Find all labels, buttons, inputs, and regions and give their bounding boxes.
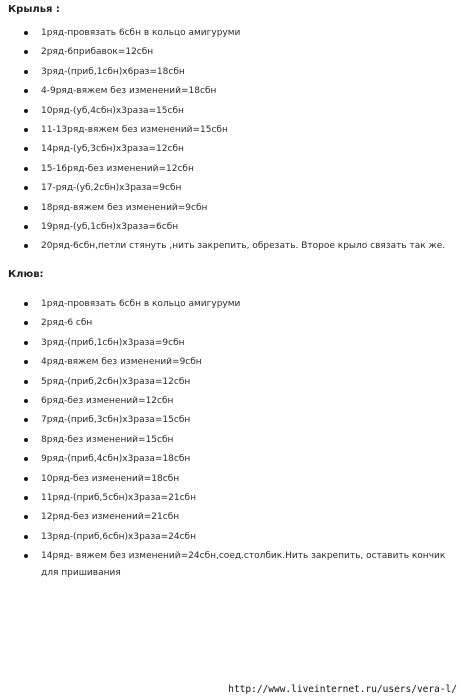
beak-row bbox=[0, 434, 463, 453]
beak-row bbox=[0, 453, 463, 472]
wings-row bbox=[0, 124, 463, 143]
bullet-icon bbox=[24, 515, 28, 519]
wings-row bbox=[0, 85, 463, 104]
beak-row bbox=[0, 414, 463, 433]
wings-row-text: 3ряд-(приб,1сбн)х6раз=18сбн bbox=[41, 66, 185, 77]
source-url-watermark: http://www.liveinternet.ru/users/vera-l/ bbox=[228, 684, 457, 695]
bullet-icon bbox=[24, 225, 28, 229]
beak-row bbox=[0, 492, 463, 511]
bullet-icon bbox=[24, 147, 28, 151]
wings-row bbox=[0, 163, 463, 182]
wings-heading: Крылья : bbox=[8, 4, 60, 15]
beak-row-text: 1ряд-провязать 6сбн в кольцо амигуруми bbox=[41, 299, 241, 309]
beak-row bbox=[0, 548, 463, 588]
wings-row bbox=[0, 240, 463, 259]
bullet-icon bbox=[24, 457, 28, 461]
wings-row-text: 17-ряд-(уб,2сбн)х3раза=9сбн bbox=[41, 183, 182, 194]
bullet-icon bbox=[24, 70, 28, 74]
wings-row bbox=[0, 105, 463, 124]
bullet-icon bbox=[24, 321, 28, 325]
beak-row-text: 13ряд-(приб,6сбн)х3раза=24сбн bbox=[41, 531, 196, 542]
wings-row bbox=[0, 202, 463, 221]
wings-row-text: 19ряд-(уб,1сбн)х3раза=6сбн bbox=[41, 221, 179, 232]
bullet-icon bbox=[24, 186, 28, 190]
beak-row bbox=[0, 298, 463, 317]
wings-row bbox=[0, 221, 463, 240]
bullet-icon bbox=[24, 302, 28, 306]
bullet-icon bbox=[24, 50, 28, 54]
bullet-icon bbox=[24, 128, 28, 132]
bullet-icon bbox=[24, 89, 28, 93]
bullet-icon bbox=[24, 31, 28, 35]
bullet-icon bbox=[24, 360, 28, 364]
beak-row bbox=[0, 317, 463, 336]
bullet-icon bbox=[24, 496, 28, 500]
bullet-icon bbox=[24, 167, 28, 171]
beak-row bbox=[0, 376, 463, 395]
bullet-icon bbox=[24, 109, 28, 113]
beak-row-text: 12ряд-без изменений=21сбн bbox=[41, 512, 180, 523]
beak-row-text: 14ряд- вяжем без изменений=24сбн,соед.столбик.Нить закрепить, оставить кончик для пришивания bbox=[41, 551, 446, 579]
beak-row bbox=[0, 511, 463, 530]
bullet-icon bbox=[24, 438, 28, 442]
beak-row bbox=[0, 395, 463, 414]
beak-row-text: 5ряд-(приб,2сбн)х3раза=12сбн bbox=[41, 376, 191, 387]
wings-row bbox=[0, 143, 463, 162]
bullet-icon bbox=[24, 399, 28, 403]
beak-row-text: 7ряд-(приб,3сбн)х3раза=15сбн bbox=[41, 415, 191, 426]
beak-row bbox=[0, 337, 463, 356]
bullet-icon bbox=[24, 418, 28, 422]
bullet-icon bbox=[24, 206, 28, 210]
bullet-icon bbox=[24, 535, 28, 539]
beak-row-text: 11ряд-(приб,5сбн)х3раза=21сбн bbox=[41, 492, 196, 503]
beak-row bbox=[0, 356, 463, 375]
bullet-icon bbox=[24, 244, 28, 248]
wings-row bbox=[0, 27, 463, 46]
wings-row-text: 2ряд-6прибавок=12сбн bbox=[41, 47, 154, 58]
wings-list bbox=[0, 27, 463, 260]
wings-row bbox=[0, 182, 463, 201]
bullet-icon bbox=[24, 554, 28, 558]
bullet-icon bbox=[24, 380, 28, 384]
wings-row-text: 15-16ряд-без изменений=12сбн bbox=[41, 163, 194, 174]
beak-row-text: 2ряд-6 сбн bbox=[41, 318, 93, 329]
wings-row-text: 11-13ряд-вяжем без изменений=15сбн bbox=[41, 124, 228, 135]
wings-row-text: 1ряд-провязать 6сбн в кольцо амигуруми bbox=[41, 28, 241, 38]
bullet-icon bbox=[24, 341, 28, 345]
wings-row bbox=[0, 46, 463, 65]
beak-heading: Клюв: bbox=[8, 269, 44, 280]
wings-row-text: 10ряд-(уб,4сбн)х3раза=15сбн bbox=[41, 105, 184, 116]
beak-row-text: 6ряд-без изменений=12сбн bbox=[41, 395, 174, 406]
wings-row bbox=[0, 66, 463, 85]
beak-row bbox=[0, 473, 463, 492]
beak-row-text: 9ряд-(приб,4сбн)х3раза=18сбн bbox=[41, 454, 191, 465]
beak-row-text: 10ряд-без изменений=18сбн bbox=[41, 473, 180, 484]
beak-row-text: 3ряд-(приб,1сбн)х3раза=9сбн bbox=[41, 337, 185, 348]
beak-row-text: 4ряд-вяжем без изменений=9сбн bbox=[41, 357, 202, 368]
wings-row-text: 4-9ряд-вяжем без изменений=18сбн bbox=[41, 86, 217, 97]
wings-row-text: 14ряд-(уб,3сбн)х3раза=12сбн bbox=[41, 144, 184, 155]
beak-row-text: 8ряд-без изменений=15сбн bbox=[41, 434, 174, 445]
wings-row-text: 20ряд-6сбн,петли стянуть ,нить закрепить, обрезать. Второе крыло связать так же. bbox=[41, 241, 446, 252]
beak-list bbox=[0, 298, 463, 588]
wings-row-text: 18ряд-вяжем без изменений=9сбн bbox=[41, 202, 208, 213]
bullet-icon bbox=[24, 477, 28, 481]
